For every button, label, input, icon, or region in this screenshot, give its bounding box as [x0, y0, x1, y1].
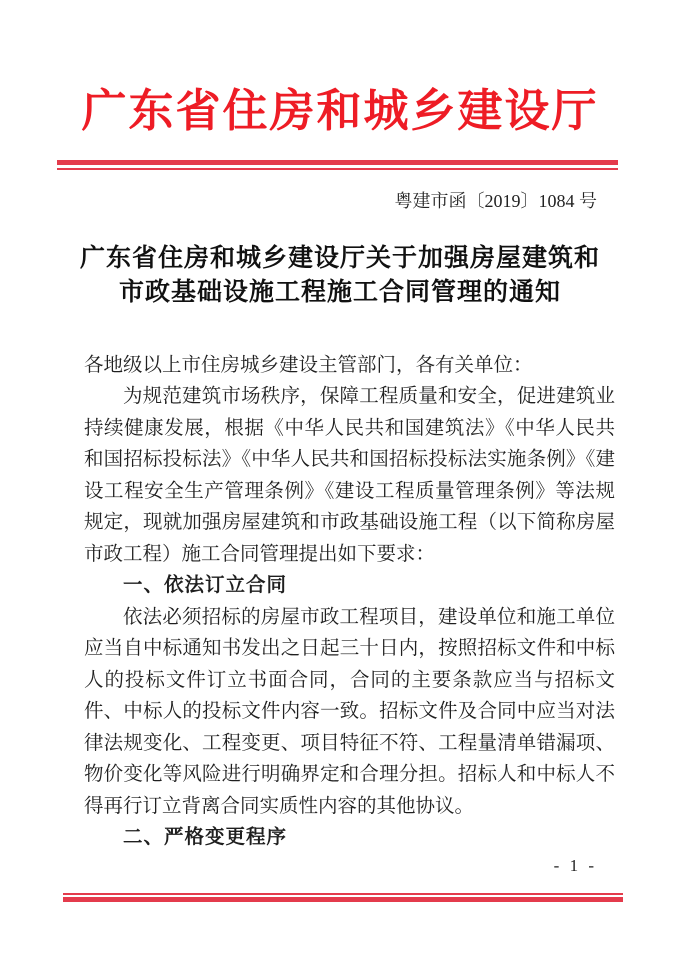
section-2-heading: 二、严格变更程序 [123, 826, 288, 849]
letterhead-divider-thin-line [57, 168, 618, 170]
document-title-line1: 广东省住房和城乡建设厅关于加强房屋建筑和 [79, 244, 600, 272]
document-title-line2: 市政基础设施工程施工合同管理的通知 [118, 278, 561, 306]
salutation: 各地级以上市住房城乡建设主管部门，各有关单位： [84, 354, 533, 376]
letterhead-divider-thick-line [57, 160, 618, 165]
letterhead-org-title: 广东省住房和城乡建设厅 [81, 86, 599, 136]
document-body [84, 350, 615, 854]
footer-divider [63, 893, 623, 902]
document-reference-number: 粤建市函〔2019〕1084 号 [394, 190, 597, 211]
intro-paragraph: 为规范建筑市场秩序，保障工程质量和安全，促进建筑业持续健康发展，根据《中华人民共和国建筑法》《中华人民共和国招标投标法》《中华人民共和国招标投标法实施条例》《建设工程安全生产管理条例》《建设工程质量管理条例》等法规规定，现就加强房屋建筑和市政基础设施工程（以下简称房屋市政工程）施工合同管理提出如下要求： [84, 386, 615, 565]
document-title [0, 242, 680, 310]
section-1-heading: 一、依法订立合同 [123, 574, 288, 597]
footer-divider-thin-line [63, 893, 623, 895]
letterhead-divider [57, 160, 618, 170]
footer-divider-thick-line [63, 897, 623, 902]
page-number: - 1 - [553, 856, 597, 875]
section-1-paragraph: 依法必须招标的房屋市政工程项目，建设单位和施工单位应当自中标通知书发出之日起三十日内，按照招标文件和中标人的投标文件订立书面合同，合同的主要条款应当与招标文件、中标人的投标文件内容一致。招标文件及合同中应当对法律法规变化、工程变更、项目特征不符、工程量清单错漏项、物价变化等风险进行明确界定和合理分担。招标人和中标人不得再行订立背离合同实质性内容的其他协议。 [84, 606, 615, 817]
